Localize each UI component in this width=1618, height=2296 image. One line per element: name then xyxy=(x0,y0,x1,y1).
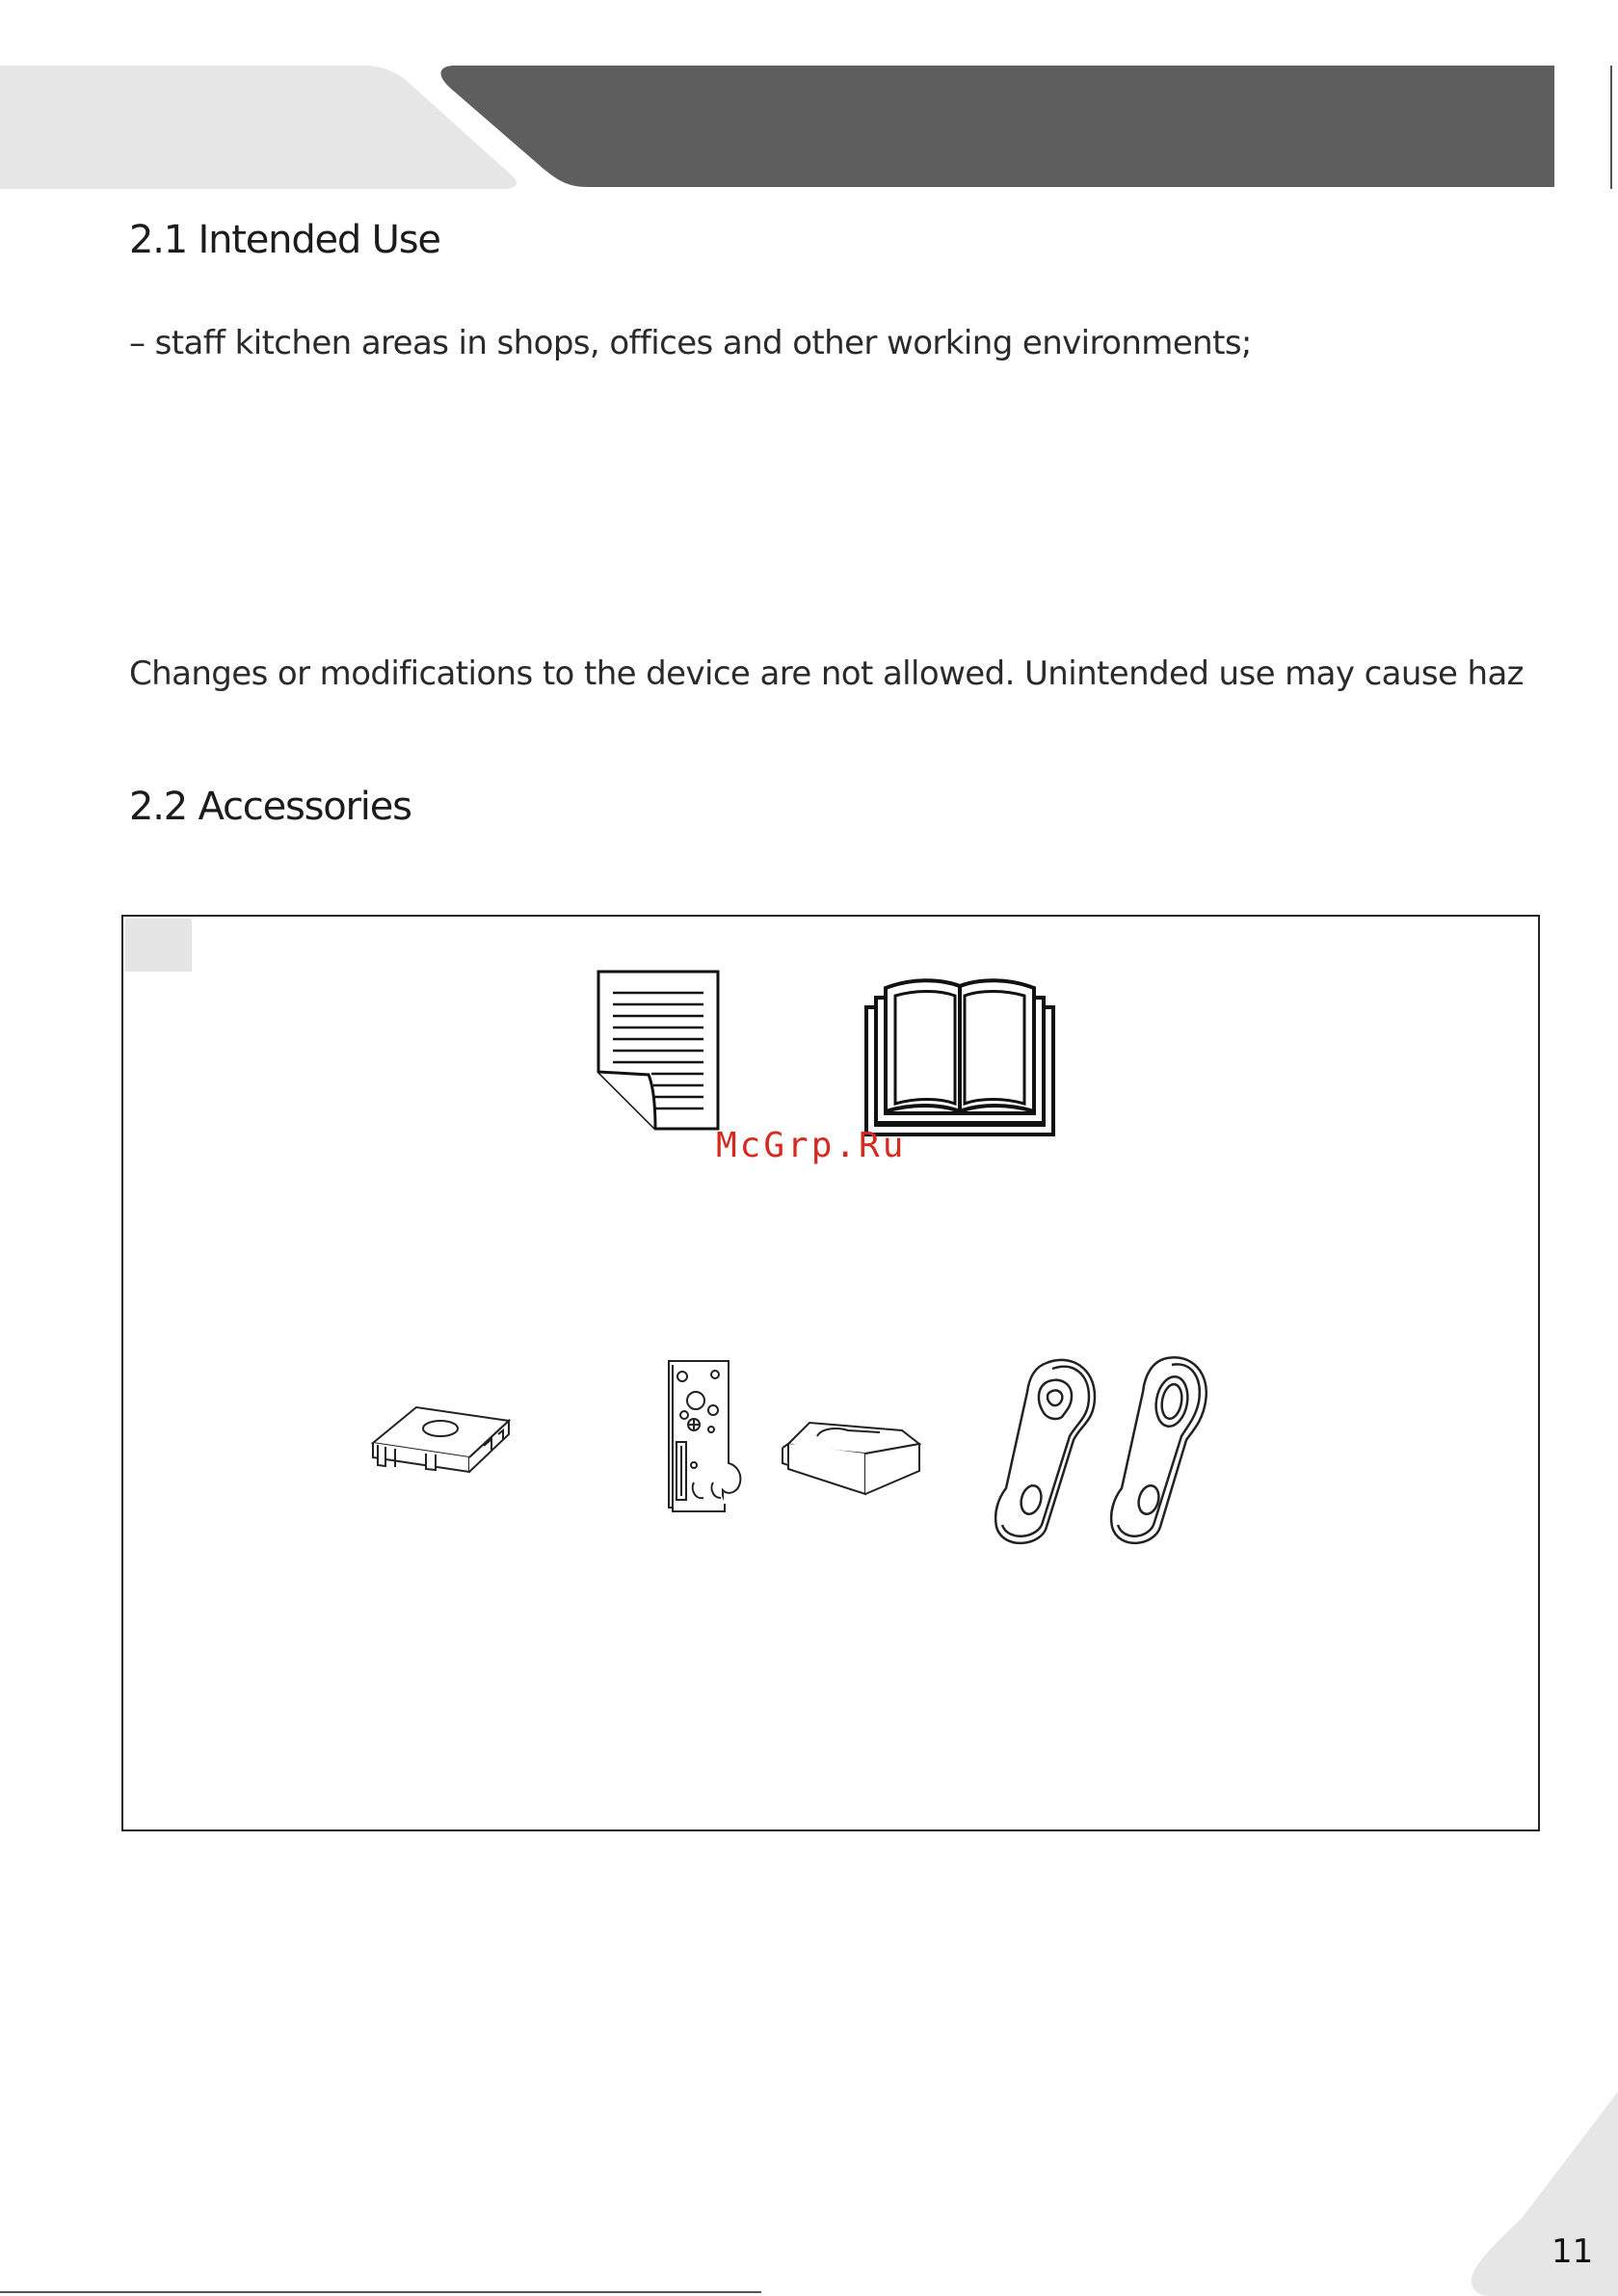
intended-use-list-item: – staff kitchen areas in shops, offices and other working environments; xyxy=(129,324,1252,362)
document-sheet-icon xyxy=(596,969,723,1133)
header-banner xyxy=(0,0,1618,202)
clip-bracket-icon xyxy=(368,1400,513,1477)
door-bracket-pair-icon xyxy=(989,1353,1230,1556)
footer-rule xyxy=(0,2291,761,2293)
header-dark-bar xyxy=(440,66,1554,187)
accessories-box xyxy=(121,915,1540,1831)
modification-warning-text: Changes or modifications to the device are not allowed. Unintended use may cause haz xyxy=(129,654,1524,693)
header-light-tab xyxy=(0,66,517,189)
intended-use-heading: 2.1 Intended Use xyxy=(129,218,440,262)
accessories-box-tag xyxy=(125,919,192,972)
hinge-plate-icon xyxy=(665,1357,742,1519)
corner-cap-icon xyxy=(779,1415,923,1502)
accessories-heading: 2.2 Accessories xyxy=(129,785,411,829)
manual-book-icon xyxy=(862,969,1057,1140)
watermark-text: McGrp.Ru xyxy=(716,1126,907,1165)
page-number: 11 xyxy=(1552,2232,1594,2271)
